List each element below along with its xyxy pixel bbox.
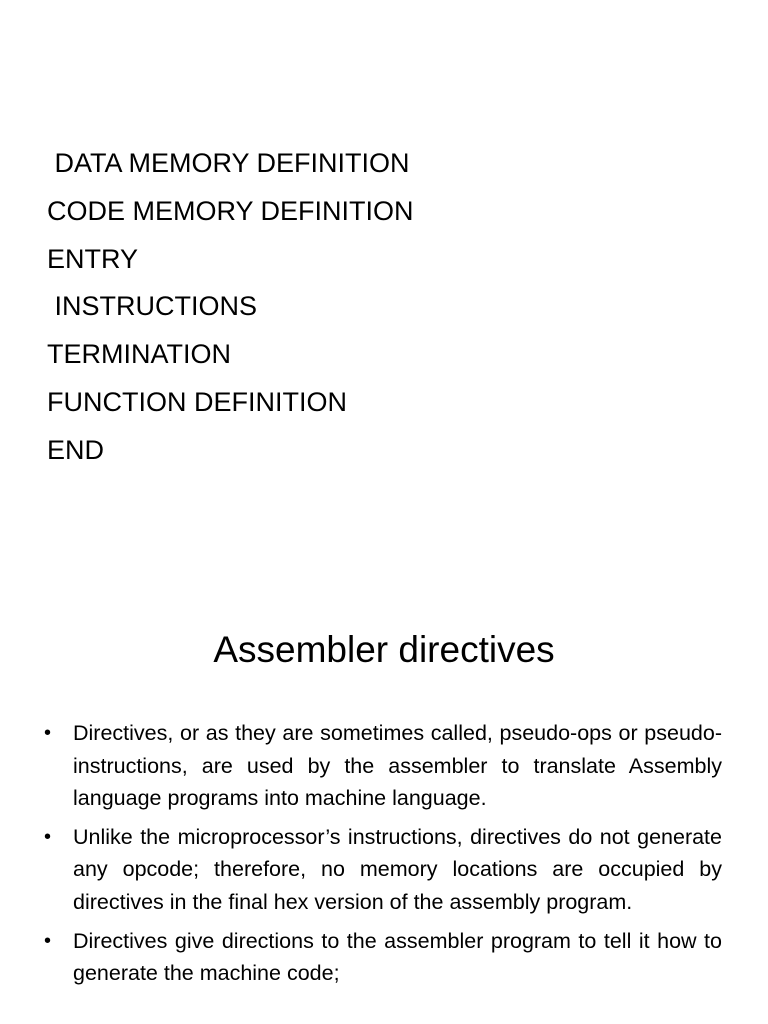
list-item: TERMINATION bbox=[47, 339, 231, 370]
bullet-icon: • bbox=[44, 722, 52, 744]
bullet-icon: • bbox=[44, 929, 52, 952]
program-structure-list bbox=[47, 140, 414, 475]
bullet-text: Directives give directions to the assembler program to tell it how to generate the machine code; bbox=[73, 928, 722, 986]
slide-title: Assembler directives bbox=[213, 629, 555, 670]
bullet-item bbox=[0, 925, 768, 990]
bullet-text: Directives, or as they are sometimes called, pseudo-ops or pseudo-instructions, are used by the assembler to translate Assembly language programs into machine language. bbox=[73, 721, 722, 811]
list-item: ENTRY bbox=[47, 243, 139, 274]
bullet-icon: • bbox=[44, 825, 52, 848]
bullet-text: Unlike the microprocessor’s instructions, directives do not generate any opcode; therefore, no memory locations are occupied by directives in the final hex version of the assembly program. bbox=[73, 824, 722, 914]
slide-assembler-directives bbox=[0, 576, 768, 1024]
list-item: CODE MEMORY DEFINITION bbox=[47, 195, 414, 226]
bullet-item bbox=[0, 821, 768, 919]
bullet-list bbox=[0, 717, 768, 996]
list-item: INSTRUCTIONS bbox=[47, 291, 258, 322]
list-item: DATA MEMORY DEFINITION bbox=[47, 148, 410, 178]
list-item: END bbox=[47, 434, 105, 465]
bullet-item bbox=[0, 717, 768, 815]
list-item: FUNCTION DEFINITION bbox=[47, 386, 347, 417]
